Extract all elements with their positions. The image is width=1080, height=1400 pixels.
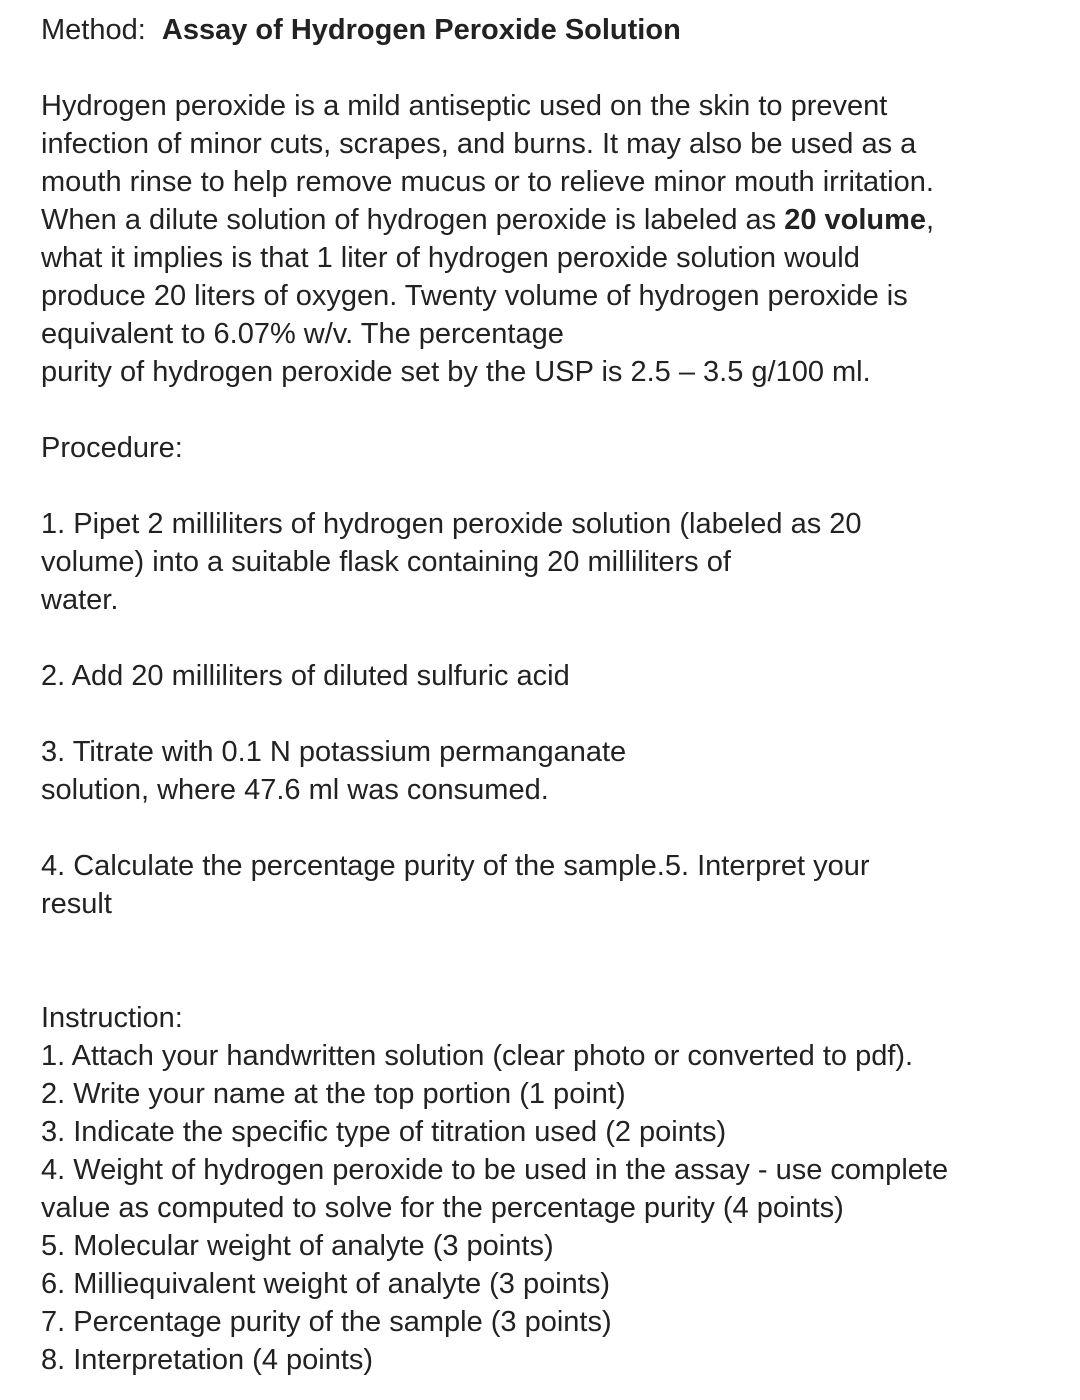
procedure-step-4 (41, 847, 1071, 923)
intro-line: mouth rinse to help remove mucus or to relieve minor mouth irritation. (41, 166, 934, 198)
intro-line (41, 201, 1071, 239)
method-line (41, 11, 1071, 49)
step-line: 4. Calculate the percentage purity of the sample.5. Interpret your (41, 850, 870, 882)
instruction-list (41, 1037, 1071, 1379)
instruction-item: 4. Weight of hydrogen peroxide to be used in the assay - use complete (41, 1154, 949, 1186)
intro-line: what it implies is that 1 liter of hydrogen peroxide solution would (41, 242, 860, 274)
intro-line: Hydrogen peroxide is a mild antiseptic used on the skin to prevent (41, 90, 888, 122)
instruction-item: 2. Write your name at the top portion (1 point) (41, 1078, 626, 1110)
instruction-item: 6. Milliequivalent weight of analyte (3 points) (41, 1268, 611, 1300)
instruction-heading: Instruction: (41, 1002, 183, 1034)
method-title: Assay of Hydrogen Peroxide Solution (161, 14, 681, 46)
procedure-step-2 (41, 657, 1071, 695)
step-line: water. (41, 584, 119, 616)
procedure-step-1 (41, 505, 1071, 619)
instruction-item: 1. Attach your handwritten solution (clear photo or converted to pdf). (41, 1040, 914, 1072)
procedure-heading: Procedure: (41, 432, 183, 464)
document (41, 11, 1071, 1379)
intro-paragraph (41, 87, 1071, 391)
intro-line: produce 20 liters of oxygen. Twenty volume of hydrogen peroxide is (41, 280, 908, 312)
intro-line: infection of minor cuts, scrapes, and burns. It may also be used as a (41, 128, 917, 160)
step-line: result (41, 888, 112, 920)
intro-text: , (926, 204, 935, 236)
step-line: solution, where 47.6 ml was consumed. (41, 774, 549, 806)
procedure-step-3 (41, 733, 1071, 809)
step-line: volume) into a suitable flask containing 20 milliliters of (41, 546, 731, 578)
step-line: 1. Pipet 2 milliliters of hydrogen peroxide solution (labeled as 20 (41, 508, 862, 540)
intro-line: purity of hydrogen peroxide set by the USP is 2.5 – 3.5 g/100 ml. (41, 356, 871, 388)
instruction-item: value as computed to solve for the percentage purity (4 points) (41, 1192, 844, 1224)
intro-line: equivalent to 6.07% w/v. The percentage (41, 318, 564, 350)
instruction-item: 3. Indicate the specific type of titration used (2 points) (41, 1116, 727, 1148)
instruction-item: 7. Percentage purity of the sample (3 points) (41, 1306, 612, 1338)
volume-highlight: 20 volume (784, 204, 927, 236)
instruction-item: 5. Molecular weight of analyte (3 points) (41, 1230, 554, 1262)
step-line: 2. Add 20 milliliters of diluted sulfuric acid (41, 660, 570, 692)
step-line: 3. Titrate with 0.1 N potassium permanganate (41, 736, 627, 768)
instruction-item: 8. Interpretation (4 points) (41, 1344, 374, 1376)
method-label: Method: (41, 14, 146, 46)
intro-text: When a dilute solution of hydrogen peroxide is labeled as (41, 204, 785, 236)
